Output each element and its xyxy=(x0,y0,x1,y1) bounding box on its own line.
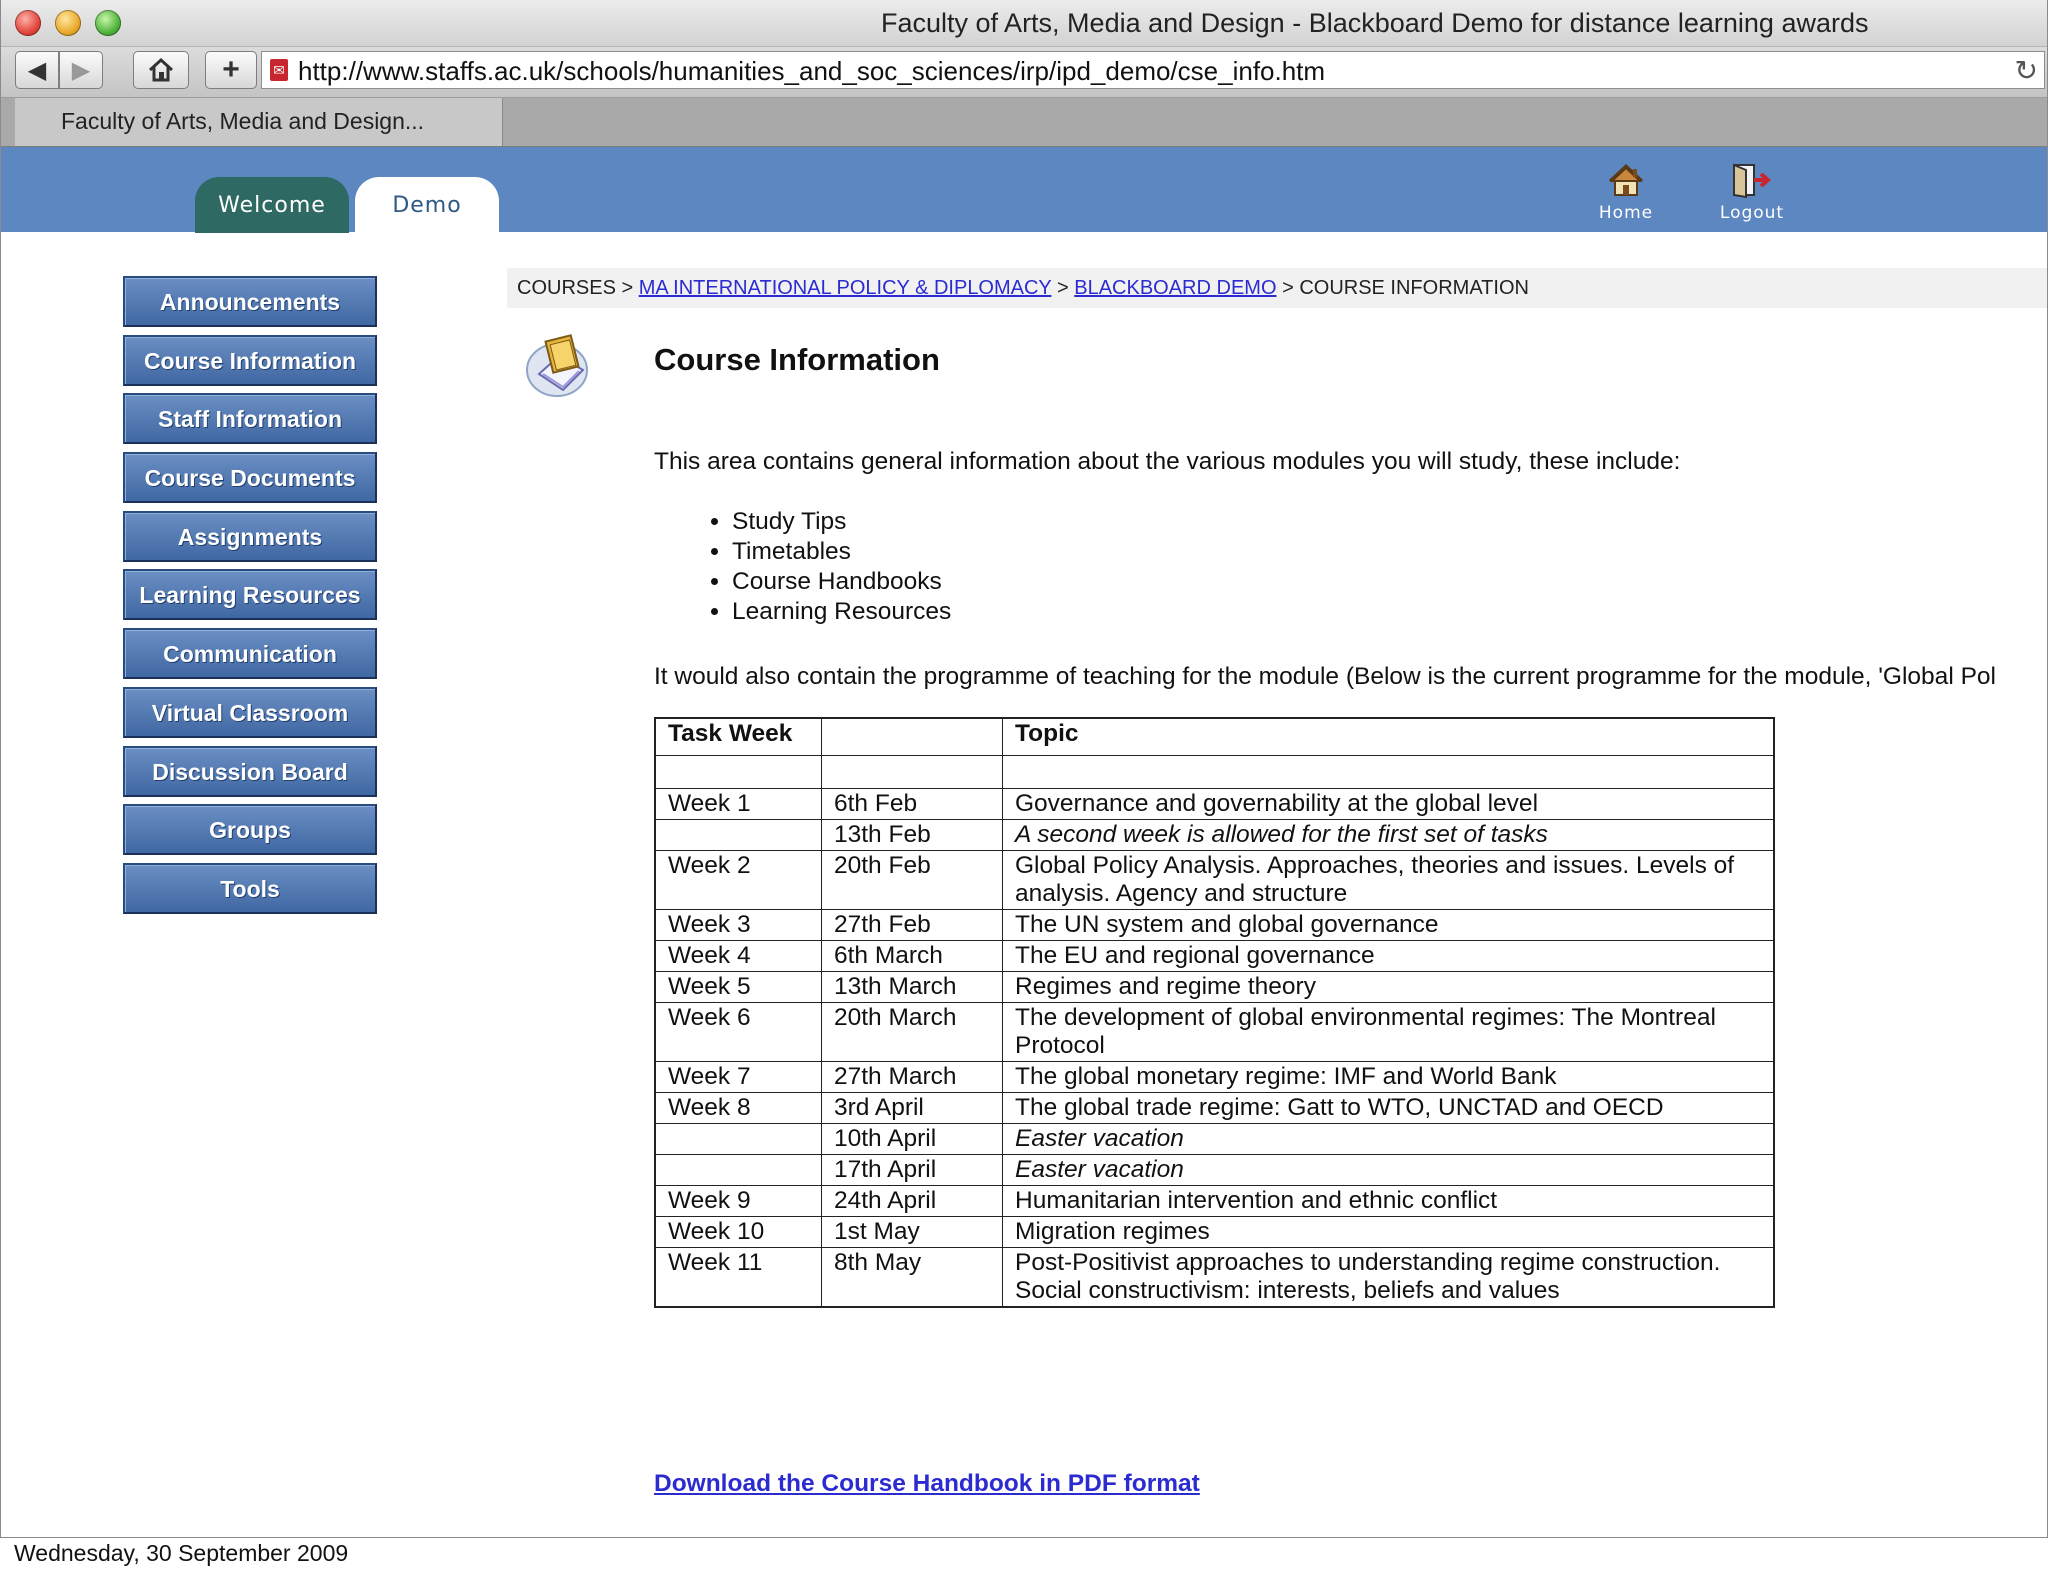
menu-assignments[interactable]: Assignments xyxy=(123,511,377,562)
date-cell: 3rd April xyxy=(822,1093,1003,1124)
address-bar[interactable] xyxy=(261,51,2045,89)
date-cell: 13th March xyxy=(822,972,1003,1003)
window-title: Faculty of Arts, Media and Design - Blackboard Demo for distance learning awards xyxy=(881,8,1869,38)
list-item: • Study Tips xyxy=(732,507,951,537)
topic-cell: Post-Positivist approaches to understanding regime construction. Social constructivism: interests, beliefs and values xyxy=(1003,1248,1775,1308)
week-cell: Week 1 xyxy=(655,789,822,820)
header-home-button[interactable] xyxy=(1571,161,1681,231)
week-cell xyxy=(655,820,822,851)
week-cell: Week 10 xyxy=(655,1217,822,1248)
course-information-icon xyxy=(523,330,593,400)
course-menu xyxy=(123,276,379,922)
menu-tools[interactable]: Tools xyxy=(123,863,377,914)
table-cell xyxy=(822,756,1003,789)
tab-strip xyxy=(1,98,2048,147)
close-window-button[interactable] xyxy=(15,10,41,36)
breadcrumb-current: COURSE INFORMATION xyxy=(1299,277,1529,299)
menu-groups[interactable]: Groups xyxy=(123,804,377,855)
table-row xyxy=(655,972,1774,1003)
table-row xyxy=(655,941,1774,972)
topic-cell: The UN system and global governance xyxy=(1003,910,1775,941)
new-tab-button[interactable] xyxy=(205,51,257,89)
topic-cell: Global Policy Analysis. Approaches, theories and issues. Levels of analysis. Agency and structure xyxy=(1003,851,1775,910)
page-title: Course Information xyxy=(654,342,940,377)
breadcrumb xyxy=(507,268,2048,308)
week-cell: Week 6 xyxy=(655,1003,822,1062)
back-button[interactable] xyxy=(15,51,59,89)
menu-staff-information[interactable]: Staff Information xyxy=(123,393,377,444)
week-cell: Week 3 xyxy=(655,910,822,941)
breadcrumb-separator: > xyxy=(1282,277,1294,299)
topic-cell: A second week is allowed for the first set of tasks xyxy=(1003,820,1775,851)
back-arrow-icon: ◀ xyxy=(27,56,47,84)
url-text[interactable]: http://www.staffs.ac.uk/schools/humanities_and_soc_sciences/irp/ipd_demo/cse_info.htm xyxy=(298,56,1326,86)
home-button[interactable] xyxy=(133,51,189,89)
download-handbook-link[interactable]: Download the Course Handbook in PDF format xyxy=(654,1470,1200,1497)
breadcrumb-courses: COURSES xyxy=(517,277,616,299)
reload-icon[interactable]: ↻ xyxy=(2014,55,2038,86)
menu-course-documents[interactable]: Course Documents xyxy=(123,452,377,503)
house-icon xyxy=(1606,161,1646,199)
menu-course-information[interactable]: Course Information xyxy=(123,335,377,386)
week-cell: Week 5 xyxy=(655,972,822,1003)
header-task-week: Task Week xyxy=(655,718,822,756)
date-cell: 13th Feb xyxy=(822,820,1003,851)
table-row xyxy=(655,1093,1774,1124)
topic-cell: The global monetary regime: IMF and World Bank xyxy=(1003,1062,1775,1093)
topics-list xyxy=(701,507,951,627)
menu-discussion-board[interactable]: Discussion Board xyxy=(123,746,377,797)
date-cell: 27th March xyxy=(822,1062,1003,1093)
header-logout-label: Logout xyxy=(1719,203,1785,223)
title-bar xyxy=(1,0,2048,47)
table-row xyxy=(655,1217,1774,1248)
table-row xyxy=(655,1062,1774,1093)
table-cell xyxy=(655,756,822,789)
date-cell: 10th April xyxy=(822,1124,1003,1155)
date-cell: 20th March xyxy=(822,1003,1003,1062)
week-cell: Week 7 xyxy=(655,1062,822,1093)
menu-communication[interactable]: Communication xyxy=(123,628,377,679)
topic-cell: Easter vacation xyxy=(1003,1124,1775,1155)
zoom-window-button[interactable] xyxy=(95,10,121,36)
programme-text: It would also contain the programme of teaching for the module (Below is the current programme for the module, 'Global Pol xyxy=(654,663,1996,690)
table-row xyxy=(655,1248,1774,1308)
date-cell: 20th Feb xyxy=(822,851,1003,910)
forward-button[interactable] xyxy=(59,51,103,89)
week-cell: Week 11 xyxy=(655,1248,822,1308)
list-item: • Timetables xyxy=(732,537,951,567)
schedule-table xyxy=(654,717,1775,1308)
topic-cell: Regimes and regime theory xyxy=(1003,972,1775,1003)
date-cell: 1st May xyxy=(822,1217,1003,1248)
table-row xyxy=(655,1003,1774,1062)
browser-toolbar xyxy=(1,47,2048,98)
date-cell: 6th March xyxy=(822,941,1003,972)
topic-cell: Easter vacation xyxy=(1003,1155,1775,1186)
date-cell: 24th April xyxy=(822,1186,1003,1217)
menu-learning-resources[interactable]: Learning Resources xyxy=(123,569,377,620)
header-topic: Topic xyxy=(1003,718,1775,756)
topic-cell: The development of global environmental regimes: The Montreal Protocol xyxy=(1003,1003,1775,1062)
header-logout-button[interactable] xyxy=(1697,161,1807,231)
site-favicon-icon: ✉ xyxy=(270,59,288,81)
plus-icon: + xyxy=(222,53,240,86)
footer-date: Wednesday, 30 September 2009 xyxy=(14,1540,349,1566)
list-item: • Course Handbooks xyxy=(732,567,951,597)
week-cell xyxy=(655,1124,822,1155)
site-header xyxy=(1,147,2048,232)
table-row xyxy=(655,1186,1774,1217)
browser-tab[interactable] xyxy=(15,98,503,146)
logout-door-icon xyxy=(1730,161,1774,199)
header-home-label: Home xyxy=(1598,203,1654,223)
table-row xyxy=(655,910,1774,941)
topic-cell: Humanitarian intervention and ethnic conflict xyxy=(1003,1186,1775,1217)
tab-welcome[interactable]: Welcome xyxy=(195,177,349,233)
breadcrumb-section-link[interactable]: BLACKBOARD DEMO xyxy=(1074,277,1277,299)
date-cell: 6th Feb xyxy=(822,789,1003,820)
list-item: • Learning Resources xyxy=(732,597,951,627)
home-icon xyxy=(147,57,175,83)
header-date xyxy=(822,718,1003,756)
week-cell: Week 8 xyxy=(655,1093,822,1124)
week-cell: Week 2 xyxy=(655,851,822,910)
table-row xyxy=(655,789,1774,820)
week-cell xyxy=(655,1155,822,1186)
table-header-row xyxy=(655,718,1774,756)
date-cell: 8th May xyxy=(822,1248,1003,1308)
table-cell xyxy=(1003,756,1775,789)
forward-arrow-icon: ▶ xyxy=(71,56,91,84)
date-cell: 17th April xyxy=(822,1155,1003,1186)
week-cell: Week 4 xyxy=(655,941,822,972)
tab-demo[interactable]: Demo xyxy=(355,177,499,233)
table-row xyxy=(655,851,1774,910)
table-row xyxy=(655,820,1774,851)
week-cell: Week 9 xyxy=(655,1186,822,1217)
table-row xyxy=(655,1124,1774,1155)
topic-cell: Governance and governability at the global level xyxy=(1003,789,1775,820)
menu-virtual-classroom[interactable]: Virtual Classroom xyxy=(123,687,377,738)
date-cell: 27th Feb xyxy=(822,910,1003,941)
table-row-blank xyxy=(655,756,1774,789)
minimize-window-button[interactable] xyxy=(55,10,81,36)
table-row xyxy=(655,1155,1774,1186)
breadcrumb-separator: > xyxy=(1056,277,1069,299)
intro-text: This area contains general information about the various modules you will study, these include: xyxy=(654,448,1681,475)
browser-tab-label: Faculty of Arts, Media and Design... xyxy=(61,108,425,134)
topic-cell: The EU and regional governance xyxy=(1003,941,1775,972)
topic-cell: Migration regimes xyxy=(1003,1217,1775,1248)
breadcrumb-separator: > xyxy=(621,277,634,299)
topic-cell: The global trade regime: Gatt to WTO, UNCTAD and OECD xyxy=(1003,1093,1775,1124)
breadcrumb-course-link[interactable]: MA INTERNATIONAL POLICY & DIPLOMACY xyxy=(638,277,1052,299)
menu-announcements[interactable]: Announcements xyxy=(123,276,377,327)
